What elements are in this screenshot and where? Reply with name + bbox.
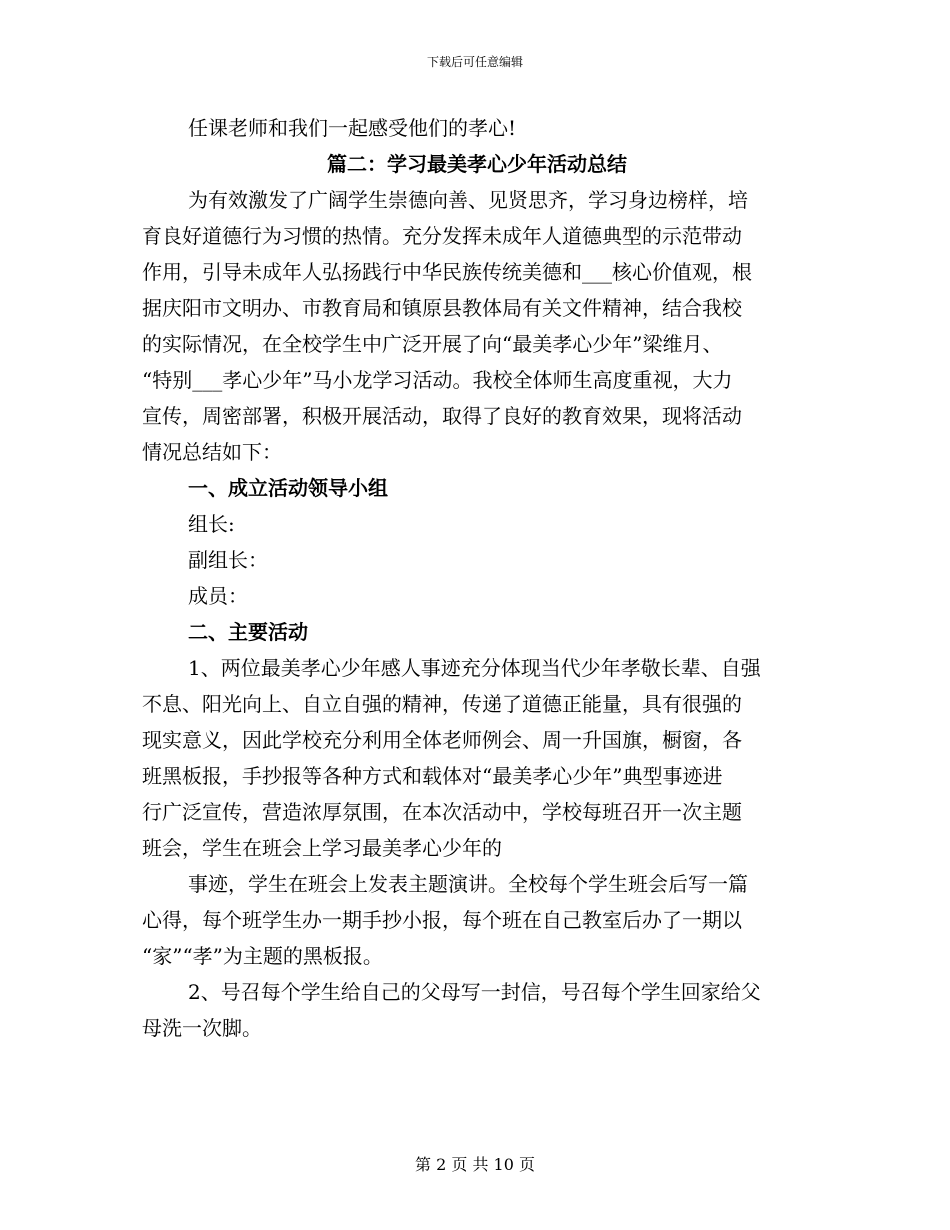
role-deputy-leader: 副组长： bbox=[188, 548, 268, 572]
intro-paragraph bbox=[142, 182, 812, 470]
page-number: 第 2 页 共 10 页 bbox=[415, 1155, 535, 1174]
paragraph-line: 不息、阳光向上、自立自强的精神，传递了道德正能量，具有很强的 bbox=[142, 692, 742, 716]
paragraph-line: 作用，引导未成年人弘扬践行中华民族传统美德和___核心价值观，根 bbox=[142, 260, 752, 284]
paragraph-line: 班会，学生在班会上学习最美孝心少年的 bbox=[142, 836, 502, 860]
document-title: 篇二：学习最美孝心少年活动总结 bbox=[327, 152, 627, 176]
activity-item-2 bbox=[142, 974, 812, 1046]
activity-item-1-continued bbox=[142, 866, 812, 974]
paragraph-line: 为有效激发了广阔学生崇德向善、见贤思齐，学习身边榜样，培 bbox=[188, 188, 748, 212]
section-heading-leadership: 一、成立活动领导小组 bbox=[188, 476, 388, 500]
paragraph-line: 事迹，学生在班会上发表主题演讲。全校每个学生班会后写一篇 bbox=[188, 872, 748, 896]
header-note: 下载后可任意编辑 bbox=[426, 55, 523, 69]
paragraph-line: 1、两位最美孝心少年感人事迹充分体现当代少年孝敬长辈、自强 bbox=[188, 656, 761, 680]
paragraph-line: “家”“孝”为主题的黑板报。 bbox=[142, 944, 383, 968]
paragraph-line: 2、号召每个学生给自己的父母写一封信，号召每个学生回家给父 bbox=[188, 980, 761, 1004]
paragraph-line: 心得，每个班学生办一期手抄小报，每个班在自己教室后办了一期以 bbox=[142, 908, 742, 932]
role-leader: 组长: bbox=[188, 512, 235, 536]
paragraph-line: 宣传，周密部署，积极开展活动，取得了良好的教育效果，现将活动 bbox=[142, 404, 742, 428]
paragraph-line: 母洗一次脚。 bbox=[142, 1016, 262, 1040]
paragraph-line: 育良好道德行为习惯的热情。充分发挥未成年人道德典型的示范带动 bbox=[142, 224, 742, 248]
role-members: 成员： bbox=[188, 584, 248, 608]
activity-item-1 bbox=[142, 650, 812, 866]
paragraph-line: 行广泛宣传，营造浓厚氛围，在本次活动中，学校每班召开一次主题 bbox=[142, 800, 742, 824]
intro-line: 任课老师和我们一起感受他们的孝心! bbox=[188, 116, 517, 140]
paragraph-line: 据庆阳市文明办、市教育局和镇原县教体局有关文件精神，结合我校 bbox=[142, 296, 742, 320]
paragraph-line: 的实际情况，在全校学生中广泛开展了向“最美孝心少年”梁维月、 bbox=[142, 332, 723, 356]
document-body bbox=[142, 110, 812, 1046]
section-heading-activities: 二、主要活动 bbox=[188, 620, 308, 644]
paragraph-line: 班黑板报，手抄报等各种方式和载体对“最美孝心少年”典型事迹进 bbox=[142, 764, 723, 788]
paragraph-line: 现实意义，因此学校充分利用全体老师例会、周一升国旗，橱窗，各 bbox=[142, 728, 742, 752]
paragraph-line: 情况总结如下： bbox=[142, 440, 282, 464]
paragraph-line: “特别___孝心少年”马小龙学习活动。我校全体师生高度重视，大力 bbox=[142, 368, 733, 392]
